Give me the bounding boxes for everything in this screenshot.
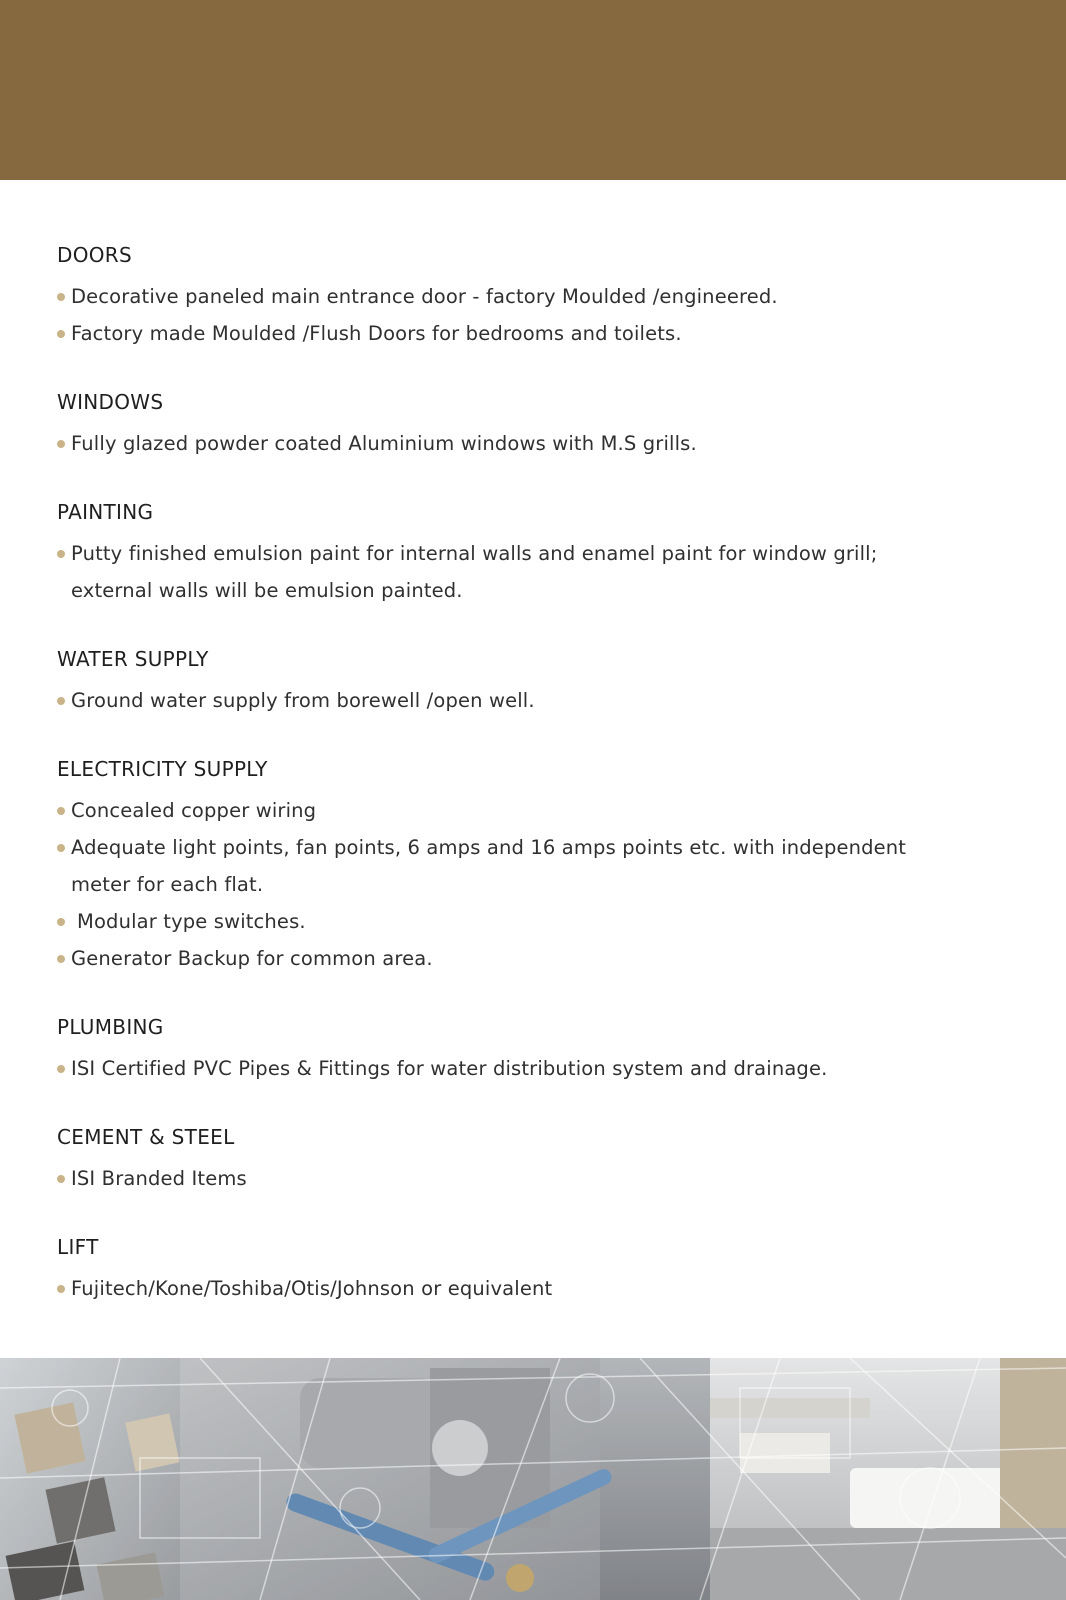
bullet-icon [57,1175,65,1183]
section-windows [57,389,1017,462]
list-item [57,940,1017,977]
section-title: LIFT [57,1235,99,1259]
section-water-supply [57,646,1017,719]
section-doors [57,242,1017,352]
bullet-icon [57,1285,65,1293]
section-title: CEMENT & STEEL [57,1125,235,1149]
item-text: Putty finished emulsion paint for internal walls and enamel paint for window grill; external walls will be emulsion painted. [71,542,878,602]
list-item [57,278,1017,315]
section-plumbing [57,1014,1017,1087]
item-text: Fujitech/Kone/Toshiba/Otis/Johnson or equivalent [71,1277,553,1300]
item-text: ISI Certified PVC Pipes & Fittings for water distribution system and drainage. [71,1057,828,1080]
collage-image [0,1358,1066,1600]
item-text: Fully glazed powder coated Aluminium windows with M.S grills. [71,432,697,455]
bullet-icon [57,330,65,338]
bullet-icon [57,918,65,926]
list-item [57,315,1017,352]
bullet-icon [57,844,65,852]
list-item [57,1050,1017,1087]
list-item [57,425,1017,462]
list-item [57,1160,1017,1197]
item-text: Factory made Moulded /Flush Doors for bedrooms and toilets. [71,322,682,345]
list-item [57,903,1017,940]
item-text: Generator Backup for common area. [71,947,433,970]
section-title: PAINTING [57,500,154,524]
section-electricity-supply [57,756,1017,977]
section-title: ELECTRICITY SUPPLY [57,757,268,781]
bullet-icon [57,1065,65,1073]
section-title: DOORS [57,243,132,267]
list-item [57,535,951,609]
specifications-list [57,242,1017,1344]
item-text: Concealed copper wiring [71,799,317,822]
footer-collage [0,1358,1066,1600]
bullet-icon [57,550,65,558]
list-item [57,682,1017,719]
item-text: Ground water supply from borewell /open well. [71,689,535,712]
item-text: Modular type switches. [77,910,306,933]
section-painting [57,499,1017,609]
item-text: ISI Branded Items [71,1167,247,1190]
section-cement-steel [57,1124,1017,1197]
bullet-icon [57,440,65,448]
item-text: Decorative paneled main entrance door - factory Moulded /engineered. [71,285,778,308]
list-item [57,829,961,903]
header-band [0,0,1066,180]
list-item [57,1270,1017,1307]
bullet-icon [57,293,65,301]
bullet-icon [57,807,65,815]
bullet-icon [57,697,65,705]
section-title: PLUMBING [57,1015,164,1039]
bullet-icon [57,955,65,963]
section-title: WINDOWS [57,390,164,414]
item-text: Adequate light points, fan points, 6 amps and 16 amps points etc. with independent meter for each flat. [71,836,907,896]
section-lift [57,1234,1017,1307]
section-title: WATER SUPPLY [57,647,209,671]
list-item [57,792,1017,829]
